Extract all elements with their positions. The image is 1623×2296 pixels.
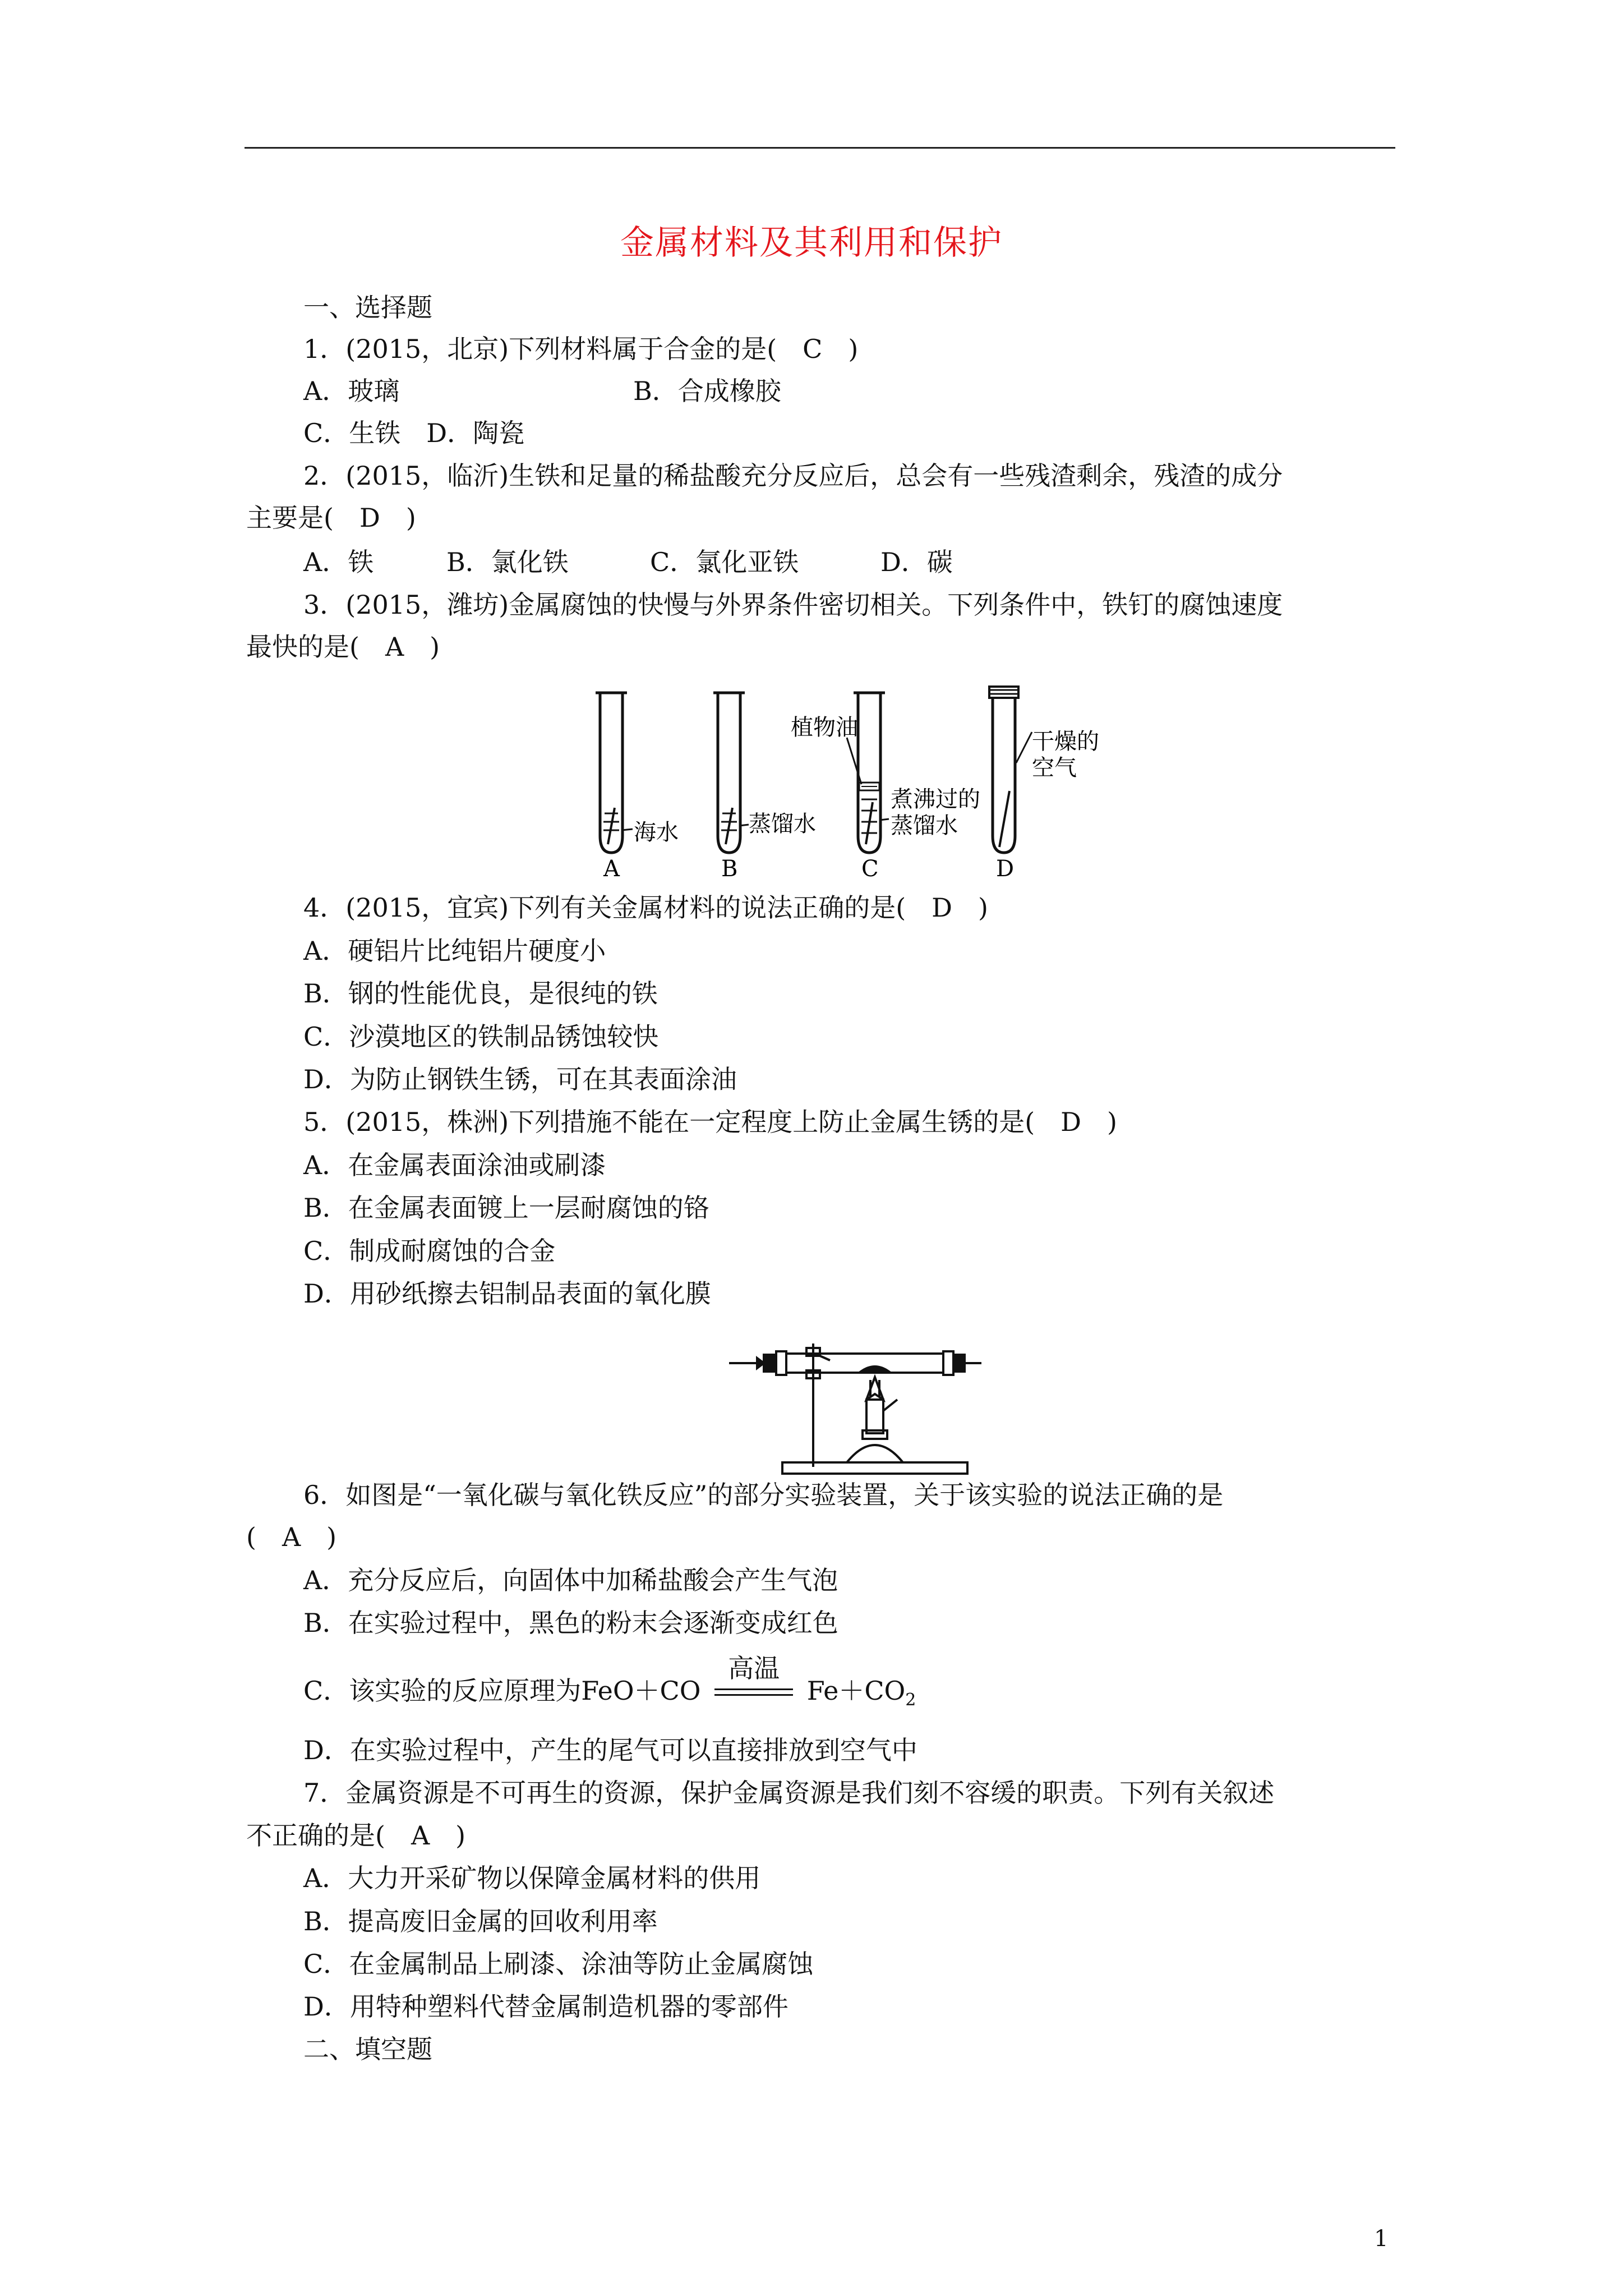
q4-option-c: C．沙漠地区的铁制品锈蚀较快 [303,1022,659,1052]
q6-option-c-right: Fe＋CO [806,1676,906,1706]
tube-label-a: A [603,856,620,881]
header-rule [245,147,1395,149]
section-heading-choice: 一、选择题 [303,292,432,323]
q1-option-b: B．合成橡胶 [633,376,781,406]
q2-option-d: D．碳 [880,547,953,577]
tube-label-c: C [861,856,879,881]
q7-option-c: C．在金属制品上刷漆、涂油等防止金属腐蚀 [303,1949,814,1979]
section-heading-fill-blank: 二、填空题 [303,2034,432,2064]
q6-stem-line2: ( A ) [246,1522,337,1552]
q2-option-a: A．铁 [303,547,374,577]
q6-option-a: A．充分反应后，向固体中加稀盐酸会产生气泡 [303,1565,838,1595]
q6-option-c-left: C．该实验的反应原理为FeO＋CO [303,1676,701,1706]
q7-option-a: A．大力开采矿物以保障金属材料的供用 [303,1863,761,1893]
q3-stem-line2: 最快的是( A ) [246,632,440,662]
q1-options-cd: C．生铁 D．陶瓷 [303,418,525,448]
label-dry-line2: 空气 [1032,755,1077,781]
tube-label-b: B [721,856,738,881]
tube-label-d: D [996,856,1015,881]
q6-stem-line1: 6．如图是“一氧化碳与氧化铁反应”的部分实验装置，关于该实验的说法正确的是 [303,1480,1224,1510]
label-distilled-water: 蒸馏水 [749,811,816,837]
q5-option-d: D．用砂纸擦去铝制品表面的氧化膜 [303,1278,711,1309]
page-number: 1 [1374,2226,1389,2252]
q4-option-b: B．钢的性能优良，是很纯的铁 [303,978,658,1009]
reaction-condition-sign [709,1653,799,1706]
q6-option-d: D．在实验过程中，产生的尾气可以直接排放到空气中 [303,1735,917,1765]
label-boiled-line2: 蒸馏水 [891,813,958,839]
q7-option-b: B．提高废旧金属的回收利用率 [303,1906,658,1936]
label-vegetable-oil: 植物油 [791,715,858,740]
q5-option-a: A．在金属表面涂油或刷漆 [303,1150,606,1180]
q7-stem-line1: 7．金属资源是不可再生的资源，保护金属资源是我们刻不容缓的职责。下列有关叙述 [303,1778,1275,1808]
q6-option-c [303,1653,916,1716]
q4-option-d: D．为防止钢铁生锈，可在其表面涂油 [303,1064,737,1094]
q6-option-b: B．在实验过程中，黑色的粉末会逐渐变成红色 [303,1608,838,1638]
label-boiled-line1: 煮沸过的 [891,786,980,812]
co-reduction-apparatus-figure [729,1315,987,1484]
label-dry-line1: 干燥的 [1032,729,1099,754]
q3-test-tube-figure [578,679,1116,881]
q4-stem: 4．(2015，宜宾)下列有关金属材料的说法正确的是( D ) [303,892,988,923]
q4-option-a: A．硬铝片比纯铝片硬度小 [303,936,606,966]
q2-stem-line2: 主要是( D ) [246,503,416,533]
q5-option-b: B．在金属表面镀上一层耐腐蚀的铬 [303,1193,709,1223]
high-temperature-label: 高温 [728,1653,780,1683]
q7-stem-line2: 不正确的是( A ) [246,1820,466,1851]
label-seawater: 海水 [634,820,679,845]
co2-subscript: 2 [905,1690,916,1710]
q5-option-c: C．制成耐腐蚀的合金 [303,1236,556,1266]
q5-stem: 5．(2015，株洲)下列措施不能在一定程度上防止金属生锈的是( D ) [303,1107,1117,1137]
q2-option-c: C．氯化亚铁 [650,547,799,577]
q2-stem-line1: 2．(2015，临沂)生铁和足量的稀盐酸充分反应后，总会有一些残渣剩余，残渣的成分 [303,461,1283,491]
q3-stem-line1: 3．(2015，潍坊)金属腐蚀的快慢与外界条件密切相关。下列条件中，铁钉的腐蚀速度 [303,590,1283,620]
q1-stem: 1．(2015，北京)下列材料属于合金的是( C ) [303,334,859,364]
q7-option-d: D．用特种塑料代替金属制造机器的零部件 [303,1991,789,2022]
q1-option-a: A．玻璃 [303,376,400,406]
page-title: 金属材料及其利用和保护 [620,223,1003,263]
q2-option-b: B．氯化铁 [446,547,569,577]
